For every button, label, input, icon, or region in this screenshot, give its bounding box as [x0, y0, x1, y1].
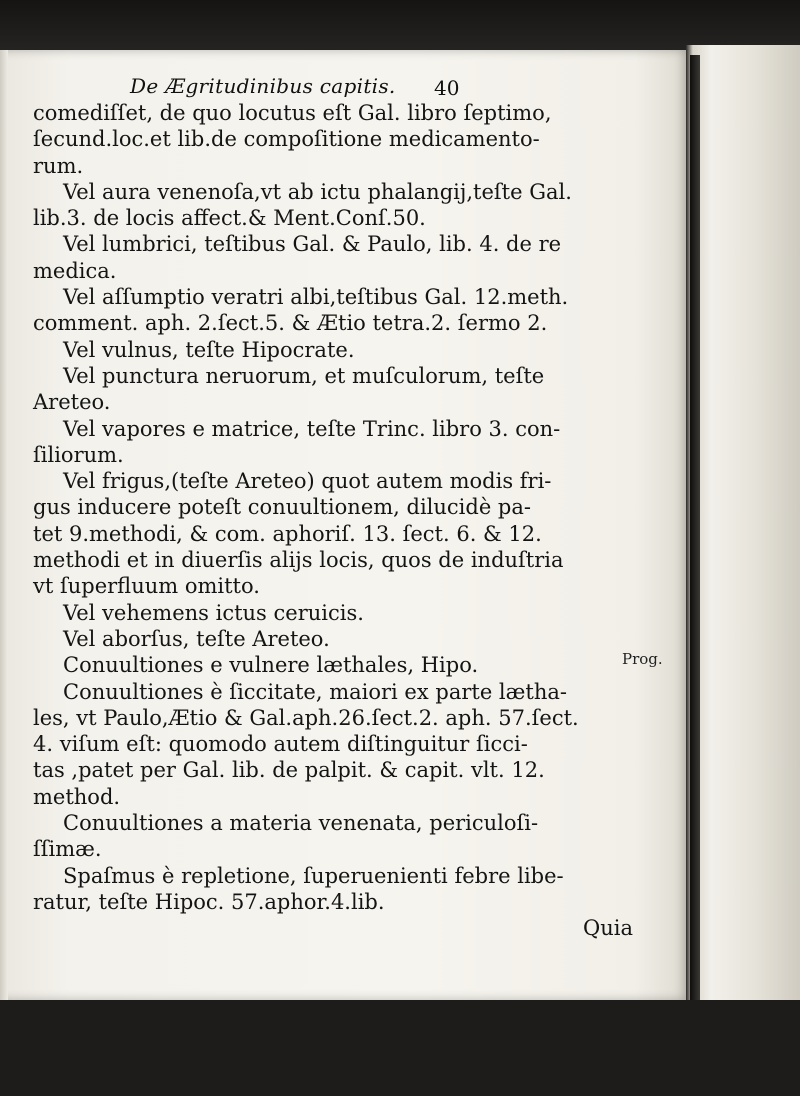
text-line: comediſſet, de quo locutus eſt Gal. libro ſeptimo,	[33, 101, 552, 125]
text-line: vt ſuperfluum omitto.	[33, 574, 260, 599]
running-title: De Ægritudinibus capitis.	[130, 74, 396, 98]
book-fore-edge	[686, 45, 800, 1005]
text-line: Conuultiones è ſiccitate, maiori ex parte lætha-	[63, 679, 567, 704]
text-line: Spaſmus è repletione, ſuperuenienti febre libe-	[63, 863, 564, 888]
text-line: Vel aura venenoſa,vt ab ictu phalangij,teſte Gal.	[63, 179, 572, 204]
text-line: gus inducere poteſt conuultionem, dilucidè pa-	[33, 495, 531, 520]
text-line: Vel vapores e matrice, teſte Trinc. libro 3. con-	[63, 416, 561, 441]
text-line: Conuultiones a materia venenata, periculoſi-	[63, 811, 539, 836]
text-line: rum.	[33, 153, 84, 178]
text-line: Vel frigus,(teſte Areteo) quot autem modis fri-	[63, 469, 552, 494]
scan-bottom-border	[0, 1000, 800, 1096]
text-line: Vel punctura neruorum, et muſculorum, teſte	[63, 363, 545, 388]
body-text	[33, 100, 633, 942]
text-line: medica.	[33, 258, 117, 283]
text-line: method.	[33, 784, 121, 809]
text-line: ſſimæ.	[33, 837, 102, 862]
scan-top-border	[0, 0, 800, 52]
text-line: methodi et in diuerſis alijs locis, quos de induſtria	[33, 548, 564, 573]
text-line: ſecund.loc.et lib.de compoſitione medicamento-	[33, 127, 540, 152]
text-line: Vel aſſumptio veratri albi,teſtibus Gal. 12.meth.	[63, 285, 569, 310]
page-left-edge	[0, 50, 8, 1000]
catchword: Quia	[583, 916, 633, 941]
text-line: Vel vehemens ictus ceruicis.	[63, 600, 364, 625]
text-line: tet 9.methodi, & com. aphoriſ. 13. ſect. 6. & 12.	[33, 521, 542, 546]
page-number: 40	[434, 76, 460, 100]
text-line: ſiliorum.	[33, 442, 124, 467]
text-line: Vel aborſus, teſte Areteo.	[63, 626, 330, 651]
text-line: 4. viſum eſt: quomodo autem diſtinguitur ſicci-	[33, 732, 528, 757]
text-line: ratur, teſte Hipoc. 57.aphor.4.lib.	[33, 889, 385, 914]
text-line: comment. aph. 2.ſect.5. & Ætio tetra.2. ſermo 2.	[33, 311, 548, 336]
page-gutter-shadow	[690, 55, 700, 1005]
text-line: les, vt Paulo,Ætio & Gal.aph.26.ſect.2. aph. 57.ſect.	[33, 705, 579, 730]
text-line: Vel vulnus, teſte Hipocrate.	[63, 337, 355, 362]
text-line: Vel lumbrici, teſtibus Gal. & Paulo, lib. 4. de re	[63, 232, 562, 257]
text-line: Areteo.	[33, 390, 111, 415]
text-line: lib.3. de locis affect.& Ment.Conſ.50.	[33, 206, 426, 231]
marginal-note: Prog.	[622, 650, 663, 668]
text-line: tas ,patet per Gal. lib. de palpit. & capit. vlt. 12.	[33, 758, 545, 783]
text-line: Conuultiones e vulnere læthales, Hipo.	[63, 653, 479, 678]
